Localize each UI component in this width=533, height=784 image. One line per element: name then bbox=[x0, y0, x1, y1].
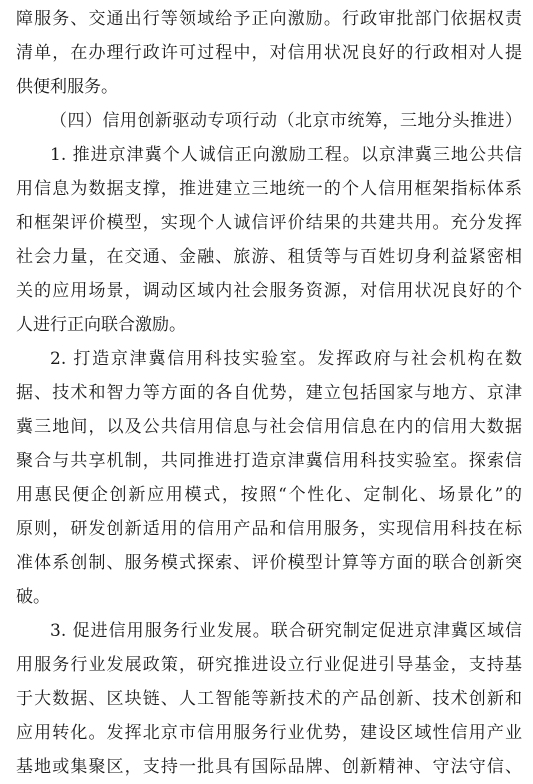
text-line: 原则，研发创新适用的信用产品和信用服务，实现信用科技在标 bbox=[16, 519, 522, 539]
text-line: 用服务行业发展政策，研究推进设立行业促进引导基金，支持基 bbox=[16, 655, 522, 675]
text-line: 清单，在办理行政许可过程中，对信用状况良好的行政相对人提 bbox=[16, 43, 522, 63]
text-line: 于大数据、区块链、人工智能等新技术的产品创新、技术创新和 bbox=[16, 689, 522, 709]
text-line: 供便利服务。 bbox=[16, 77, 118, 97]
text-line: 用惠民便企创新应用模式，按照“个性化、定制化、场景化”的 bbox=[16, 485, 522, 505]
text-line: 障服务、交通出行等领域给予正向激励。行政审批部门依据权责 bbox=[16, 9, 522, 29]
text-line: 冀三地间，以及公共信用信息与社会信用信息在内的信用大数据 bbox=[16, 417, 522, 437]
text-line: 准体系创制、服务模式探索、评价模型计算等方面的联合创新突 bbox=[16, 553, 522, 573]
text-line: 社会力量，在交通、金融、旅游、租赁等与百姓切身利益紧密相 bbox=[16, 247, 522, 267]
text-line: 应用转化。发挥北京市信用服务行业优势，建设区域性信用产业 bbox=[16, 723, 522, 743]
text-line: 据、技术和智力等方面的各自优势，建立包括国家与地方、京津 bbox=[16, 383, 522, 403]
text-line: 聚合与共享机制，共同推进打造京津冀信用科技实验室。探索信 bbox=[16, 451, 522, 471]
text-line: 基地或集聚区，支持一批具有国际品牌、创新精神、守法守信、 bbox=[16, 757, 522, 777]
section-heading: （四）信用创新驱动专项行动（北京市统筹，三地分头推进） bbox=[50, 111, 522, 131]
text-line: 和框架评价模型，实现个人诚信评价结果的共建共用。充分发挥 bbox=[16, 213, 522, 233]
paragraph-start-line: 1. 推进京津冀个人诚信正向激励工程。以京津冀三地公共信 bbox=[50, 145, 522, 165]
paragraph-start-line: 3. 促进信用服务行业发展。联合研究制定促进京津冀区域信 bbox=[50, 621, 522, 641]
paragraph-start-line: 2. 打造京津冀信用科技实验室。发挥政府与社会机构在数 bbox=[50, 349, 522, 369]
text-line: 用信息为数据支撑，推进建立三地统一的个人信用框架指标体系 bbox=[16, 179, 522, 199]
text-line: 关的应用场景，调动区域内社会服务资源，对信用状况良好的个 bbox=[16, 281, 522, 301]
text-line: 破。 bbox=[16, 587, 50, 607]
text-line: 人进行正向联合激励。 bbox=[16, 315, 186, 335]
